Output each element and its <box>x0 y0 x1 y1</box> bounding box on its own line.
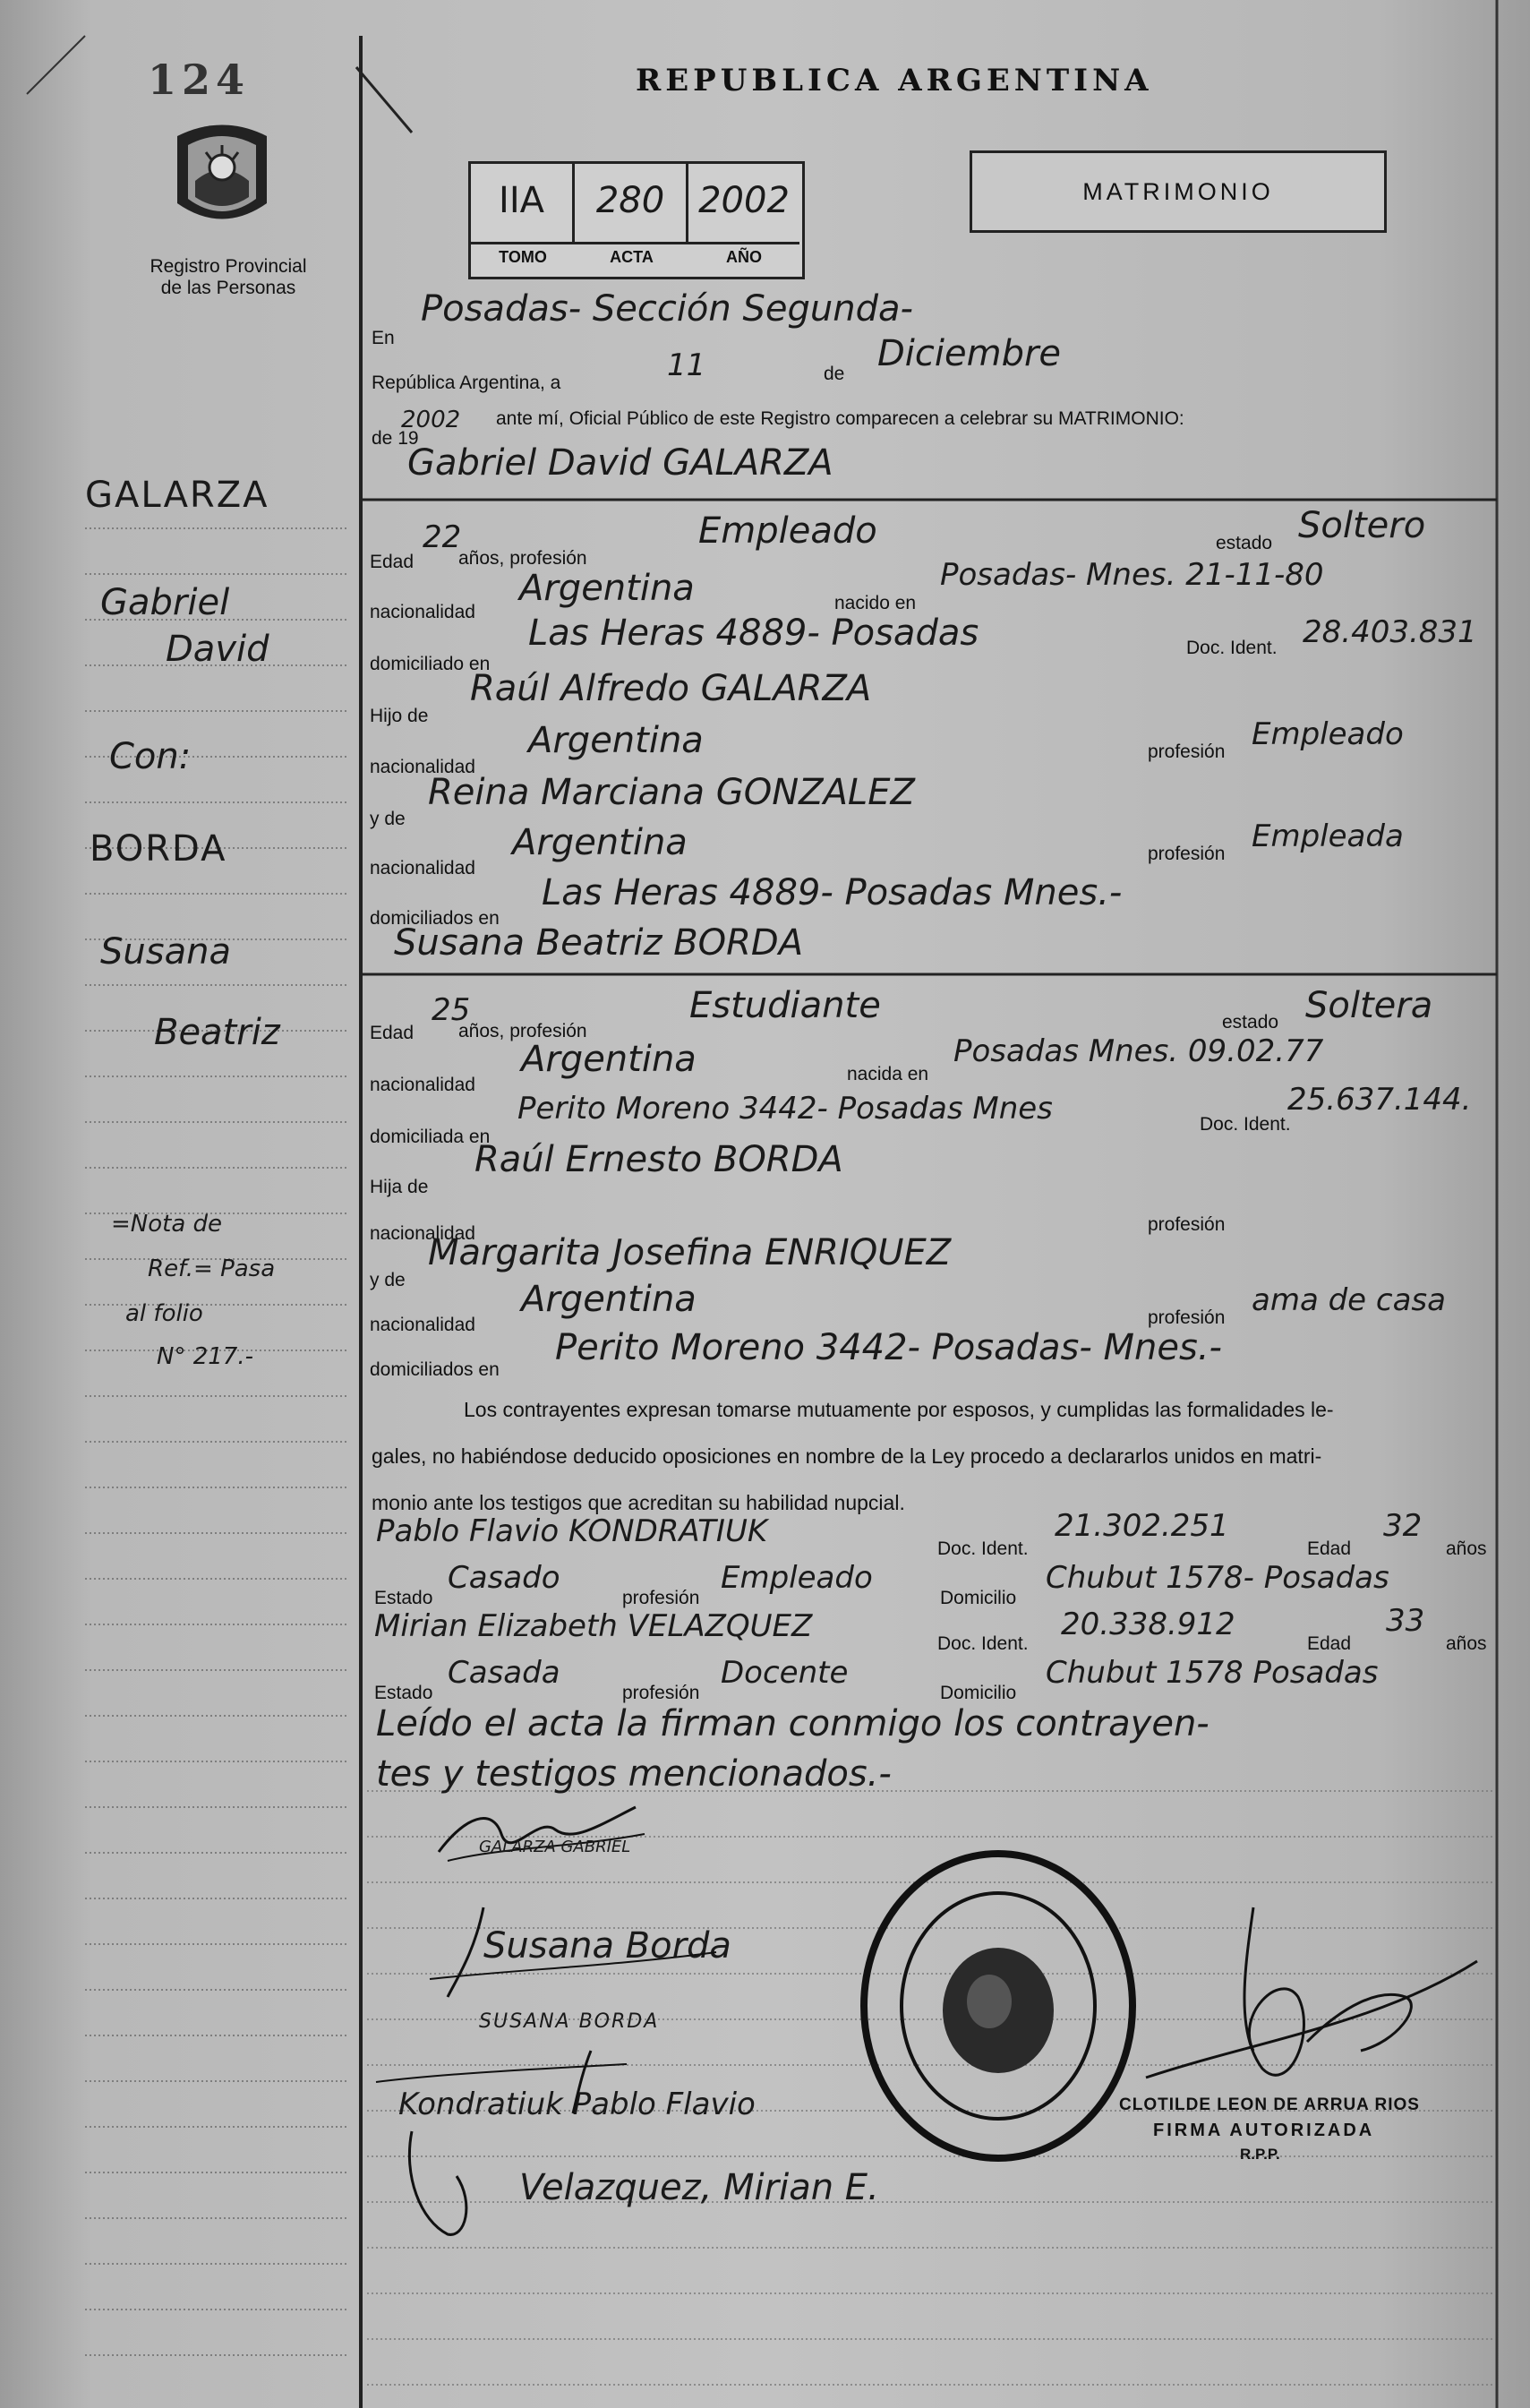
bride-mother-nationality: Argentina <box>521 1279 697 1320</box>
bride-father: Raúl Ernesto BORDA <box>474 1139 843 1180</box>
label-anos-profesion-groom: años, profesión <box>458 548 587 569</box>
bride-parents-address: Perito Moreno 3442- Posadas- Mnes.- <box>555 1327 1222 1368</box>
label-y-de-bride: y de <box>370 1270 406 1290</box>
witness1-age: 32 <box>1383 1508 1423 1544</box>
label-estado-w1: Estado <box>374 1588 433 1608</box>
record-box <box>468 161 805 279</box>
witness2-signature: Velazquez, Mirian E. <box>519 2167 879 2208</box>
groom-profession: Empleado <box>698 510 877 552</box>
label-nacionalidad-father-bride: nacionalidad <box>370 1223 475 1244</box>
registry-name <box>125 256 331 299</box>
groom-mother-profession: Empleada <box>1252 818 1404 854</box>
label-anos-w1: años <box>1446 1538 1487 1559</box>
witness2-address: Chubut 1578 Posadas <box>1046 1655 1379 1691</box>
label-profesion-father-groom: profesión <box>1148 741 1226 762</box>
witness1-status: Casado <box>448 1560 560 1596</box>
tomo-label: TOMO <box>499 248 547 266</box>
label-profesion-father-bride: profesión <box>1148 1214 1226 1235</box>
label-doc-w2: Doc. Ident. <box>937 1633 1029 1654</box>
groom-age: 22 <box>423 519 462 555</box>
witness1-signature-stroke-icon <box>367 2046 636 2118</box>
label-republica: República Argentina, a <box>372 373 561 393</box>
label-domiciliados-bride: domiciliados en <box>370 1359 500 1380</box>
registry-logo-icon <box>168 118 276 235</box>
label-nacionalidad-father-groom: nacionalidad <box>370 757 475 777</box>
page-number: 124 <box>148 56 251 104</box>
anio-value: 2002 <box>698 180 790 221</box>
margin-groom-given-1: Gabriel <box>100 582 230 623</box>
bride-profession: Estudiante <box>689 985 881 1026</box>
registry-name-line2: de las Personas <box>160 278 296 298</box>
witness1-profession: Empleado <box>721 1560 873 1596</box>
label-edad-w1: Edad <box>1307 1538 1352 1559</box>
groom-signature-name: GALARZA GABRIEL <box>479 1838 631 1856</box>
groom-father-profession: Empleado <box>1252 716 1404 752</box>
witness2-profession: Docente <box>721 1655 849 1691</box>
bride-signature-name: SUSANA BORDA <box>479 2010 660 2033</box>
label-en: En <box>372 328 395 348</box>
label-doc-bride: Doc. Ident. <box>1200 1114 1291 1135</box>
witness1-signature: Kondratiuk Pablo Flavio <box>398 2087 756 2122</box>
bride-birthplace: Posadas Mnes. 09.02.77 <box>953 1033 1324 1069</box>
groom-father: Raúl Alfredo GALARZA <box>470 668 872 709</box>
label-doc-w1: Doc. Ident. <box>937 1538 1029 1559</box>
bride-age: 25 <box>432 992 471 1028</box>
label-de: de <box>824 364 845 384</box>
label-nacionalidad-mother-bride: nacionalidad <box>370 1315 475 1335</box>
witness1-doc: 21.302.251 <box>1055 1508 1229 1544</box>
acta-label: ACTA <box>610 248 654 266</box>
bride-signature: Susana Borda <box>483 1925 731 1967</box>
official-signature-icon <box>1128 1890 1486 2122</box>
label-nacido-en: nacido en <box>834 593 917 613</box>
closing-line1: Leído el acta la firman conmigo los contrayen- <box>376 1703 1209 1744</box>
label-hija-de: Hija de <box>370 1177 429 1197</box>
anio-label: AÑO <box>726 248 762 266</box>
official-title: FIRMA AUTORIZADA <box>1153 2121 1375 2140</box>
country-title: REPUBLICA ARGENTINA <box>636 63 1153 99</box>
witness1-address: Chubut 1578- Posadas <box>1046 1560 1389 1596</box>
label-nacionalidad-mother-groom: nacionalidad <box>370 858 475 878</box>
tomo-cell <box>471 164 575 244</box>
label-domiciliada-en: domiciliada en <box>370 1127 491 1147</box>
label-nacida-en: nacida en <box>847 1064 929 1084</box>
margin-groom-surname: GALARZA <box>85 475 269 516</box>
registry-name-line1: Registro Provincial <box>150 256 307 277</box>
place-value: Posadas- Sección Segunda- <box>421 288 913 330</box>
bride-name: Susana Beatriz BORDA <box>394 922 804 964</box>
bride-mother-profession: ama de casa <box>1252 1282 1446 1318</box>
label-edad-groom: Edad <box>370 552 415 572</box>
label-nacionalidad-groom: nacionalidad <box>370 602 475 622</box>
acta-value: 280 <box>595 180 665 221</box>
label-estado-bride: estado <box>1222 1012 1279 1033</box>
witness1-name: Pablo Flavio KONDRATIUK <box>376 1513 768 1549</box>
margin-bride-given-2: Beatriz <box>154 1012 280 1053</box>
witness2-status: Casada <box>448 1655 560 1691</box>
acta-cell <box>575 164 688 244</box>
margin-note-2: Ref.= Pasa <box>148 1255 276 1282</box>
witness2-age: 33 <box>1386 1603 1425 1639</box>
label-domicilio-w2: Domicilio <box>940 1683 1017 1703</box>
witness2-name: Mirian Elizabeth VELAZQUEZ <box>374 1608 813 1644</box>
margin-note-4: N° 217.- <box>157 1343 253 1370</box>
groom-doc: 28.403.831 <box>1303 614 1477 650</box>
act-type: MATRIMONIO <box>1082 177 1274 205</box>
groom-nationality: Argentina <box>519 568 695 609</box>
bride-address: Perito Moreno 3442- Posadas Mnes <box>517 1091 1053 1127</box>
groom-address: Las Heras 4889- Posadas <box>528 613 979 654</box>
label-edad-bride: Edad <box>370 1023 415 1043</box>
label-domicilio-w1: Domicilio <box>940 1588 1017 1608</box>
bride-nationality: Argentina <box>521 1039 697 1080</box>
tomo-value: IIA <box>499 180 544 221</box>
label-profesion-w1: profesión <box>622 1588 700 1608</box>
day-value: 11 <box>667 347 706 383</box>
label-de-19: de 19 <box>372 428 419 449</box>
label-y-de-groom: y de <box>370 809 406 829</box>
declaration-text <box>372 1386 1334 1526</box>
groom-mother: Reina Marciana GONZALEZ <box>428 772 915 813</box>
closing-line2: tes y testigos mencionados.- <box>376 1753 892 1795</box>
official-name: CLOTILDE LEON DE ARRUA RIOS <box>1119 2095 1420 2114</box>
label-profesion-mother-groom: profesión <box>1148 844 1226 864</box>
margin-note-3: al folio <box>125 1300 203 1327</box>
label-ante-mi: ante mí, Oficial Público de este Registro comparecen a celebrar su MATRIMONIO: <box>496 408 1184 429</box>
label-estado-groom: estado <box>1216 533 1273 553</box>
groom-mother-nationality: Argentina <box>512 822 688 863</box>
declaration-line2: gales, no habiéndose deducido oposiciones en nombre de la Ley procedo a declararlos unidos en matri- <box>372 1444 1322 1468</box>
label-doc-groom: Doc. Ident. <box>1186 638 1278 658</box>
bride-mother: Margarita Josefina ENRIQUEZ <box>428 1232 952 1273</box>
label-domiciliados-groom: domiciliados en <box>370 908 500 929</box>
label-nacionalidad-bride: nacionalidad <box>370 1075 475 1095</box>
witness2-signature-stroke-icon <box>394 2113 501 2248</box>
declaration-line3: monio ante los testigos que acreditan su habilidad nupcial. <box>372 1491 905 1514</box>
groom-birthplace: Posadas- Mnes. 21-11-80 <box>940 557 1324 593</box>
label-hijo-de: Hijo de <box>370 706 429 726</box>
groom-status: Soltero <box>1298 505 1426 546</box>
label-anos-profesion-bride: años, profesión <box>458 1021 587 1041</box>
month-value: Diciembre <box>877 333 1062 374</box>
margin-groom-given-2: David <box>166 629 269 670</box>
label-domiciliado-en: domiciliado en <box>370 654 491 674</box>
label-profesion-mother-bride: profesión <box>1148 1307 1226 1328</box>
witness2-doc: 20.338.912 <box>1061 1607 1235 1642</box>
label-profesion-w2: profesión <box>622 1683 700 1703</box>
groom-name: Gabriel David GALARZA <box>407 442 833 484</box>
year-value: 2002 <box>401 407 461 433</box>
margin-con: Con: <box>109 736 192 777</box>
label-anos-w2: años <box>1446 1633 1487 1654</box>
declaration-line1: Los contrayentes expresan tomarse mutuamente por esposos, y cumplidas las formalidades le- <box>464 1398 1334 1421</box>
margin-bride-given-1: Susana <box>100 931 231 973</box>
groom-father-nationality: Argentina <box>528 720 704 761</box>
act-type-box <box>970 150 1387 233</box>
anio-cell <box>688 164 799 244</box>
margin-bride-surname: BORDA <box>90 828 227 870</box>
official-stamp-icon <box>855 1845 1141 2167</box>
bride-doc: 25.637.144. <box>1287 1082 1472 1118</box>
official-sub: R.P.P. <box>1240 2146 1280 2163</box>
margin-note-1: =Nota de <box>111 1211 223 1238</box>
label-estado-w2: Estado <box>374 1683 433 1703</box>
bride-signature-stroke-icon <box>421 1898 725 2006</box>
label-edad-w2: Edad <box>1307 1633 1352 1654</box>
groom-parents-address: Las Heras 4889- Posadas Mnes.- <box>542 872 1123 913</box>
bride-status: Soltera <box>1305 985 1433 1026</box>
